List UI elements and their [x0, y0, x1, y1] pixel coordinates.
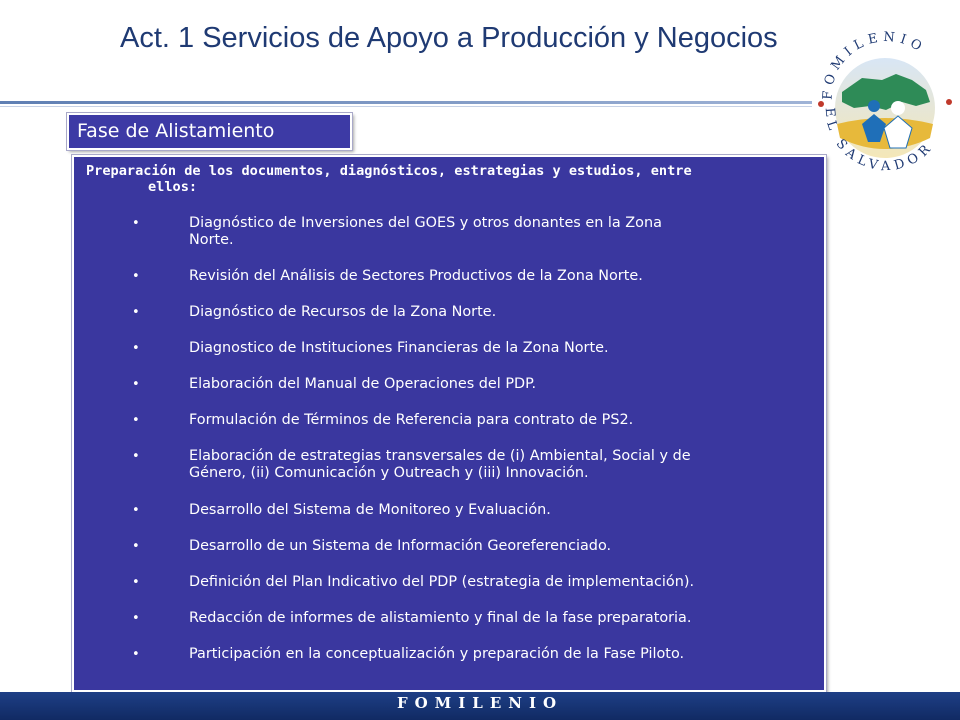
intro-line-2: ellos:	[148, 179, 198, 195]
intro-line-1: Preparación de los documentos, diagnósticos, estrategias y estudios, entre	[86, 163, 692, 179]
list-item-text	[189, 610, 789, 627]
content-box	[72, 155, 826, 692]
list-item-text	[189, 646, 789, 663]
list-item-text	[189, 215, 789, 249]
logo-figure-head-left	[868, 100, 880, 112]
footer-text: FOMILENIO	[396, 694, 564, 712]
bullet-icon: •	[132, 611, 140, 626]
list-item-text	[189, 268, 789, 285]
bullet-icon: •	[132, 269, 140, 284]
bullet-icon: •	[132, 449, 140, 464]
list-item-text	[189, 502, 789, 519]
bullet-icon: •	[132, 647, 140, 662]
bullet-icon: •	[132, 216, 140, 231]
list-item-line-1: Redacción de informes de alistamiento y final de la fase preparatoria.	[189, 610, 692, 626]
list-item-line-1: Desarrollo de un Sistema de Información Georeferenciado.	[189, 538, 612, 554]
fomilenio-logo	[812, 20, 958, 180]
logo-bottom-text: EL SALVADOR	[821, 107, 938, 175]
list-item-line-1: Diagnóstico de Recursos de la Zona Norte.	[189, 304, 497, 320]
bullet-icon: •	[132, 341, 140, 356]
logo-figure-head-right	[891, 101, 905, 115]
list-item-text	[189, 574, 789, 591]
bullet-icon: •	[132, 413, 140, 428]
list-item-line-1: Elaboración del Manual de Operaciones del PDP.	[189, 376, 537, 392]
list-item-text	[189, 376, 789, 393]
list-item-text	[189, 448, 789, 482]
list-item-line-2: Género, (ii) Comunicación y Outreach y (iii) Innovación.	[189, 465, 589, 481]
logo-dot-right	[946, 99, 952, 105]
intro-text	[86, 163, 786, 195]
logo-top-text: FOMILENIO	[820, 29, 929, 101]
slide-title: Act. 1 Servicios de Apoyo a Producción y Negocios	[120, 22, 778, 54]
list-item-text	[189, 304, 789, 321]
list-item-line-1: Elaboración de estrategias transversales de (i) Ambiental, Social y de	[189, 448, 691, 464]
header-rule-thin	[0, 106, 812, 107]
list-item-line-1: Definición del Plan Indicativo del PDP (estrategia de implementación).	[189, 574, 695, 590]
bullet-icon: •	[132, 305, 140, 320]
list-item-line-1: Revisión del Análisis de Sectores Productivos de la Zona Norte.	[189, 268, 643, 284]
list-item-line-1: Diagnostico de Instituciones Financieras de la Zona Norte.	[189, 340, 609, 356]
list-item-line-1: Diagnóstico de Inversiones del GOES y otros donantes en la Zona	[189, 215, 662, 231]
bullet-icon: •	[132, 503, 140, 518]
list-item-line-1: Desarrollo del Sistema de Monitoreo y Evaluación.	[189, 502, 551, 518]
list-item-line-2: Norte.	[189, 232, 234, 248]
list-item-text	[189, 340, 789, 357]
section-label: Fase de Alistamiento	[67, 113, 352, 150]
logo-dot-left	[818, 101, 824, 107]
list-item-text	[189, 538, 789, 555]
list-item-text	[189, 412, 789, 429]
list-item-line-1: Participación en la conceptualización y preparación de la Fase Piloto.	[189, 646, 685, 662]
bullet-icon: •	[132, 539, 140, 554]
header-rule	[0, 101, 812, 104]
bullet-icon: •	[132, 377, 140, 392]
list-item-line-1: Formulación de Términos de Referencia para contrato de PS2.	[189, 412, 634, 428]
bullet-icon: •	[132, 575, 140, 590]
